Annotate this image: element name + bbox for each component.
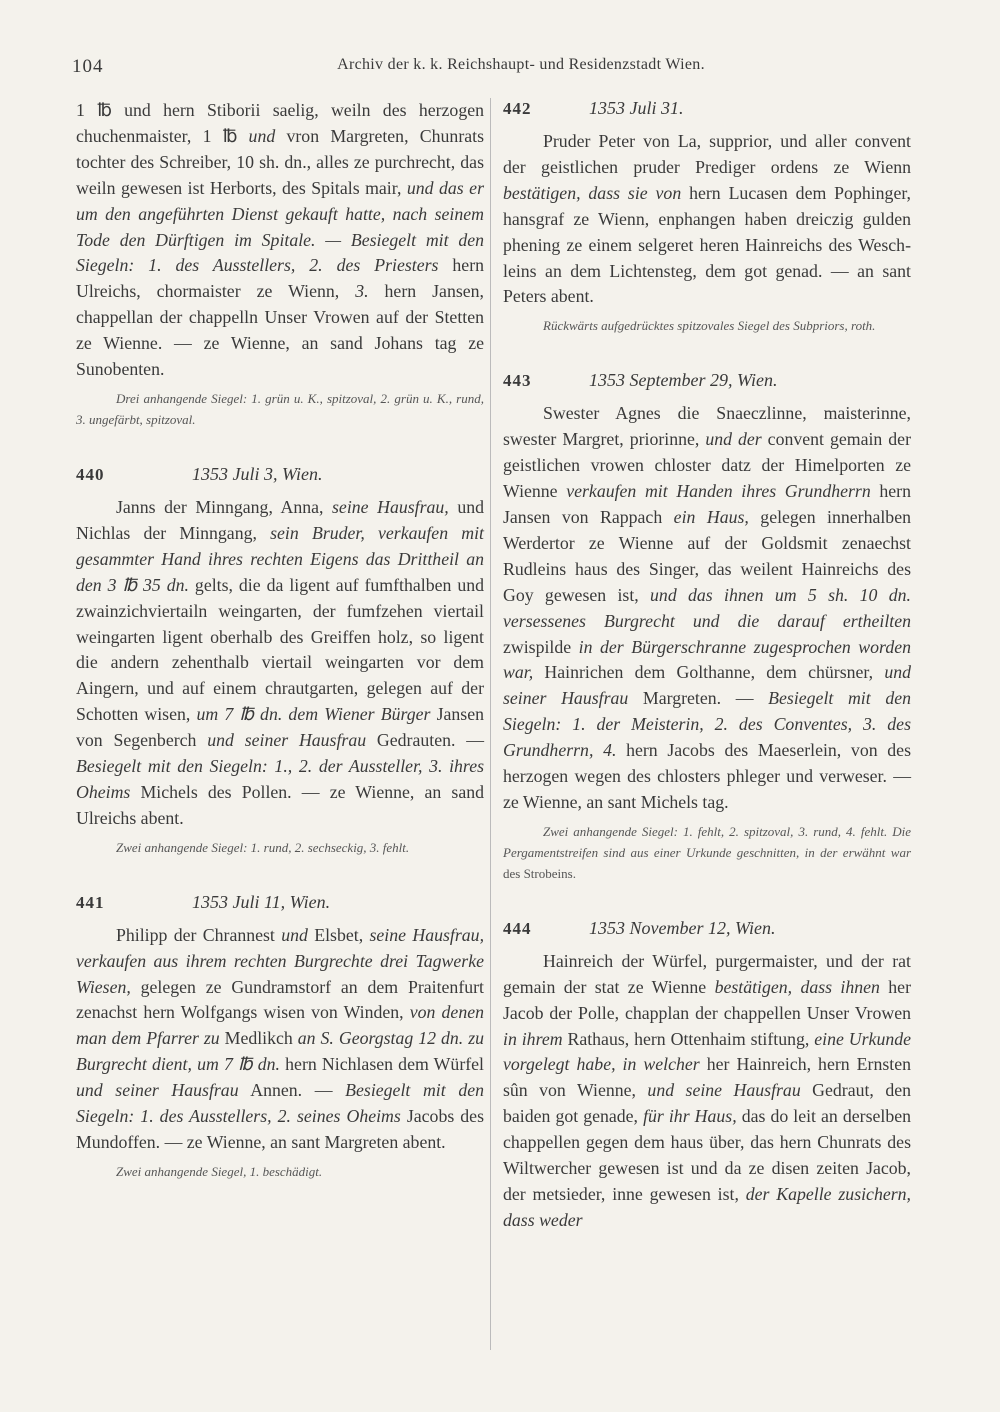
text-run-italic: von denen man dem Pfarrer zu: [76, 1002, 484, 1049]
right-column: [503, 96, 911, 1234]
text-run: Jansen von Segenberch: [76, 704, 484, 751]
text-run: vron Margreten, Chunrats tochter des Schreiber, 10 sh. dn., alles ze purchrecht, das weiln gewesen ist Herborts, des Spitals mair,: [76, 125, 484, 198]
continued-entry-text: [76, 98, 484, 383]
seal-note: [503, 821, 911, 884]
text-run: des Strobeins.: [503, 865, 576, 881]
text-run: Michels des Pollen. — ze Wienne, an sand Ulreichs abent.: [76, 781, 484, 828]
text-run: Philipp der Chrannest: [116, 924, 282, 945]
text-run: und Nichlas der Minngang,: [76, 496, 484, 543]
text-run-italic: verkaufen mit Handen ihres Grundherrn: [566, 481, 871, 502]
text-run-italic: der Kapelle zusichern, dass weder: [503, 1184, 911, 1230]
text-run: Jacobs des Mundoffen. — ze Wienne, an sant Margreten abent.: [76, 1106, 484, 1152]
text-run: hern Jansen, chappellan der chappelln Unser Vrowen auf der Stetten ze Wienne. — ze Wienne, an sand Johans tag ze Sunobenten.: [76, 281, 484, 380]
seal-note: Rückwärts aufgedrücktes spitzovales Siegel des Subpriors, roth.: [543, 318, 876, 334]
text-run: zwispilde: [503, 636, 579, 657]
text-run-italic: und: [281, 924, 308, 945]
text-run-italic: und: [248, 125, 276, 146]
entry-number: 442: [503, 99, 532, 118]
entry-number: 443: [503, 371, 532, 391]
text-run-italic: seine Hausfrau,: [332, 496, 449, 517]
text-run-italic: Besiegelt mit den Siegeln: 1., 2. der Aussteller, 3. ihres Oheims: [76, 756, 484, 802]
text-run: Gedrauten. —: [366, 730, 484, 751]
text-run: gelegen innerhalben Werdertor ze Wienne auf der Goldsmit zenaechst Rudleins haus des Singer, das weilent Hainreichs des Goy gewesen ist,: [503, 506, 911, 605]
text-run-italic: eine Urkunde vorgelegt habe, in welcher: [503, 1028, 912, 1075]
text-run: hern Jansen von Rappach: [503, 481, 911, 527]
entry-text-441: [76, 923, 484, 1156]
running-title: Archiv der k. k. Reichshaupt- und Residenzstadt Wien.: [337, 56, 705, 73]
text-run-italic: und der: [705, 429, 762, 450]
text-run-italic: und das er um den angeführten Dienst gekauft hatte, nach seinem Tode den Dürftigen im Spitale. — Besiegelt mit den Siegeln: 1. des Ausstellers, 2. des Priesters: [76, 177, 484, 276]
entry-text-443: [503, 401, 911, 816]
entry-number: 441: [76, 892, 105, 912]
text-run-italic: bestätigen, dass sie von: [503, 182, 682, 203]
entry-date: 1353 November 12, Wien.: [589, 917, 776, 938]
text-run: hern Lucasen dem Pophinger, hansgraf ze Wienn, enphangen haben dreiczig gulden phening ze einem selgeret heren Hainreichs des Weschleins an dem Lichtensteg, dem got genad. — an sant Peters abent.: [503, 182, 911, 307]
seal-note: Drei anhangende Siegel: 1. grün u. K., spitzoval, 2. grün u. K., rund, 3. ungefärbt, spitzoval.: [76, 390, 484, 427]
text-run: Pruder Peter von La, supprior, und aller convent der geistlichen pruder Prediger ordens ze Wienn: [503, 131, 911, 177]
entry-number: 440: [76, 464, 105, 484]
text-run-italic: und seiner Hausfrau: [207, 730, 367, 751]
entry-number: 444: [503, 918, 532, 938]
text-run: das do leit an derselben chappellen gegen dem haus über, das hern Chunrats des Wiltwercher gewesen ist und da ze disen zeiten Jacob, der metsieder, inne gewesen ist,: [503, 1106, 911, 1204]
text-run: Medlikch: [219, 1028, 298, 1049]
seal-note: Zwei anhangende Siegel: 1. rund, 2. sechseckig, 3. fehlt.: [116, 839, 410, 855]
entry-text-442: [503, 129, 911, 310]
text-run-italic: an S. Georgstag 12 dn. zu Burgrecht dient, um 7 ℔ dn.: [76, 1028, 485, 1075]
text-run: Janns der Minngang, Anna,: [116, 496, 333, 517]
text-run-italic: sein Bruder, verkaufen mit gesammter Hand ihres rechten Eigens das Drittheil an den 3 ℔ 35 dn.: [76, 522, 484, 595]
text-run: gelegen ze Gundramstorf an dem Praitenfurt zenachst hern Wolfgangs wisen von Winden,: [76, 976, 484, 1023]
text-run-italic: und seiner Hausfrau: [503, 662, 911, 709]
text-run-italic: Zwei anhangende Siegel: 1. fehlt, 2. spitzoval, 3. rund, 4. fehlt. Die Pergamentstreifen sind aus einer Urkunde geschnitten, in der erwähnt war: [503, 823, 911, 860]
text-run-italic: bestätigen, dass ihnen: [714, 976, 880, 997]
seal-note: Zwei anhangende Siegel, 1. beschädigt.: [116, 1163, 323, 1179]
entry-date: 1353 Juli 3, Wien.: [192, 463, 323, 484]
text-run-italic: um 7 ℔ dn. dem Wiener Bürger: [196, 704, 431, 725]
column-divider: [490, 98, 491, 1350]
text-run: her Jacob der Polle, chapplan der chappellen Unser Vrowen: [503, 976, 911, 1023]
text-run: Margreten. —: [628, 688, 769, 709]
text-run: gelts, die da ligent auf fumfthalben und zwainzichviertailn weingarten, der fumfzehen viertail weingarten ligent oberhalb des Greiffen holz, so ligent die andern zehenthalb viertail weingarten vor dem Aingern, und auf einem chrautgarten, gelegen auf der Schotten wisen,: [76, 574, 484, 725]
text-run: Gedraut, den baiden got genade,: [503, 1080, 912, 1127]
text-run-italic: und seiner Hausfrau: [76, 1080, 239, 1101]
left-column: [76, 98, 484, 1182]
text-run: hern Ulreichs, chormaister ze Wienn,: [76, 255, 485, 302]
text-run: Elsbet,: [307, 924, 370, 945]
entry-heading-444: [503, 916, 911, 942]
text-run-italic: Besiegelt mit den Siegeln: 1. des Ausstellers, 2. seines Oheims: [76, 1080, 484, 1127]
entry-text-440: [76, 495, 484, 832]
text-run: Rathaus, hern Ottenhaim stiftung,: [562, 1028, 815, 1049]
entry-date: 1353 Juli 31.: [589, 98, 684, 118]
text-run-italic: in der Bürgerschranne zugesprochen worden war,: [503, 636, 911, 683]
text-run: hern Nichlasen dem Würfel: [280, 1054, 484, 1075]
page-number: 104: [72, 56, 104, 77]
text-run-italic: Besiegelt mit den Siegeln: 1. der Meisterin, 2. des Conventes, 3. des Grundherrn, 4.: [503, 688, 911, 761]
text-run-italic: seine Hausfrau, verkaufen aus ihrem rechten Burgrechte drei Tagwerke Wiesen,: [76, 924, 485, 997]
text-run: her Hainreich, hern Ernsten sûn von Wienne,: [503, 1054, 912, 1101]
text-run-italic: und seine Hausfrau: [647, 1080, 801, 1101]
entry-date: 1353 September 29, Wien.: [589, 370, 778, 391]
entry-heading-442: [503, 96, 911, 122]
entry-heading-443: [503, 368, 911, 394]
text-run: 1 ℔ und hern Stiborii saelig, weiln des herzogen chuchenmaister, 1 ℔: [76, 100, 484, 146]
entry-heading-440: [76, 462, 484, 488]
page-header: [72, 56, 930, 80]
text-run-italic: für ihr Haus,: [643, 1106, 737, 1127]
text-run-italic: 3.: [355, 281, 369, 302]
text-run: hern Jacobs des Maeserlein, von des herzogen wegen des chlosters phleger und verweser. — ze Wienne, an sant Michels tag.: [503, 740, 911, 812]
entry-heading-441: [76, 890, 484, 916]
text-run: Annen. —: [238, 1080, 346, 1101]
text-run: convent gemain der geistlichen vrowen chloster datz der Himelporten ze Wienne: [503, 429, 911, 502]
text-run: Hainreich der Würfel, purgermaister, und der rat gemain der stat ze Wienne: [503, 950, 911, 997]
text-run-italic: und das ihnen um 5 sh. 10 dn. versessenes Burgrecht und die darauf ertheilten: [503, 584, 911, 631]
text-run-italic: in ihrem: [503, 1028, 563, 1049]
text-run: Swester Agnes die Snaeczlinne, maisterinne, swester Margret, priorinne,: [503, 403, 911, 450]
text-run: Hainrichen dem Golthanne, dem chürsner,: [533, 662, 885, 683]
entry-text-444: [503, 949, 911, 1234]
entry-date: 1353 Juli 11, Wien.: [192, 891, 331, 912]
text-run-italic: ein Haus,: [673, 506, 749, 527]
